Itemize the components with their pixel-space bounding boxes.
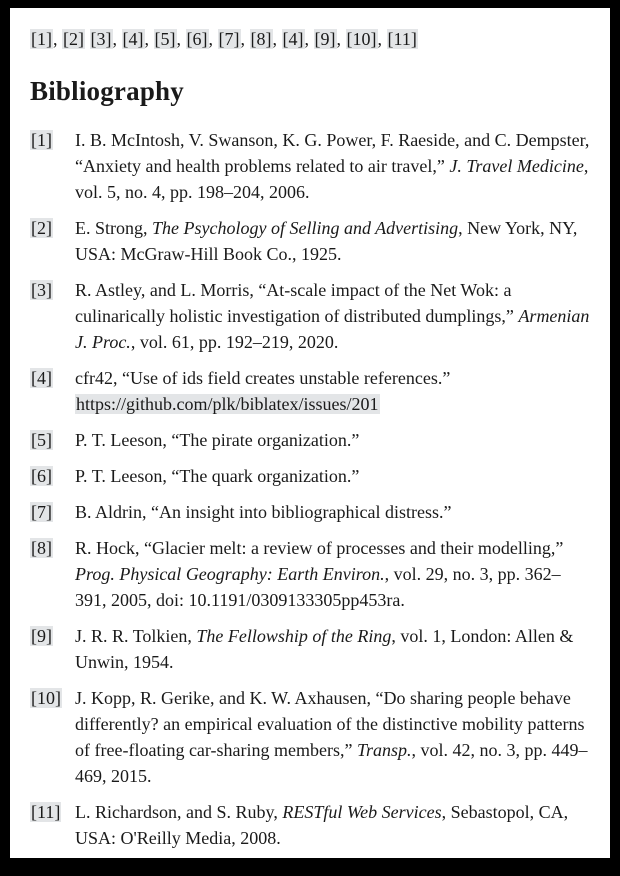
entry-label-cell (30, 215, 75, 241)
entry-text-segment: , vol. 5, no. 4, pp. 198–204, 2006. (75, 156, 589, 202)
entry-text (75, 535, 590, 613)
bibliography-entry (30, 499, 590, 525)
entry-text-segment: J. R. R. Tolkien, (75, 626, 197, 646)
entry-text-segment: , vol. 42, no. 3, pp. 449–469, 2015. (75, 740, 588, 786)
document-page (10, 8, 610, 858)
bibliography-entry (30, 365, 590, 417)
entry-text (75, 499, 590, 525)
entry-title-italic: The Fellowship of the Ring (196, 626, 392, 646)
entry-text (75, 277, 590, 355)
citation-link[interactable]: [1] (31, 29, 52, 49)
bibliography-entry (30, 685, 590, 789)
entry-label-cell (30, 127, 75, 153)
entry-label-cell (30, 365, 75, 391)
entry-label-link[interactable]: [5] (31, 430, 52, 450)
citation-link[interactable]: [5] (154, 29, 176, 49)
citation-link[interactable]: [3] (90, 29, 112, 49)
entry-text (75, 365, 590, 417)
entry-title-italic: RESTful Web Services (282, 802, 442, 822)
entry-text (75, 215, 590, 267)
entry-text-segment: R. Hock, “Glacier melt: a review of processes and their modelling,” (75, 538, 564, 558)
entry-text-segment: cfr42, “Use of ids field creates unstable references.” (75, 368, 451, 388)
entry-text-segment: P. T. Leeson, “The pirate organization.” (75, 430, 360, 450)
entry-url-link[interactable]: https://github.com/plk/biblatex/issues/201 (76, 394, 379, 414)
entry-label-link[interactable]: [9] (31, 626, 52, 646)
entry-label-link[interactable]: [4] (31, 368, 52, 388)
entry-label-cell (30, 463, 75, 489)
citation-link[interactable]: [4] (122, 29, 144, 49)
bibliography-entry (30, 427, 590, 453)
entry-label-link[interactable]: [11] (31, 802, 61, 822)
entry-text-segment: , vol. 1, London: Allen & Unwin, 1954. (75, 626, 574, 672)
entry-text-segment: L. Richardson, and S. Ruby, (75, 802, 283, 822)
entry-label-link[interactable]: [3] (31, 280, 52, 300)
entry-label-cell (30, 799, 75, 825)
entry-label-link[interactable]: [1] (31, 130, 52, 150)
entry-label-link[interactable]: [8] (31, 538, 52, 558)
entry-text-segment: R. Astley, and L. Morris, “At-scale impact of the Net Wok: a culinarically holistic investigation of distributed dumplings,” (75, 280, 519, 326)
bibliography-entry (30, 277, 590, 355)
entry-text (75, 127, 590, 205)
entry-title-italic: The Psychology of Selling and Advertising (152, 218, 459, 238)
entry-title-italic: Armenian J. Proc. (75, 306, 590, 352)
entry-label-link[interactable]: [6] (31, 466, 52, 486)
citation-link[interactable]: [10] (346, 29, 377, 49)
entry-label-link[interactable]: [7] (31, 502, 52, 522)
entry-text (75, 463, 590, 489)
entry-title-italic: J. Travel Medicine (449, 156, 584, 176)
entry-title-italic: Transp. (357, 740, 412, 760)
entry-label-cell (30, 535, 75, 561)
citation-link[interactable]: [8] (250, 29, 272, 49)
entry-text (75, 623, 590, 675)
bibliography-heading: Bibliography (30, 76, 184, 106)
entry-label-link[interactable]: [10] (31, 688, 61, 708)
entry-title-italic: Prog. Physical Geography: Earth Environ. (75, 564, 385, 584)
entry-text-segment: J. Kopp, R. Gerike, and K. W. Axhausen, “Do sharing people behave differently? an empirical evaluation of the distinctive mobility patterns of free-floating car-sharing members,” (75, 688, 585, 760)
bibliography-entry (30, 215, 590, 267)
citation-link[interactable]: [9] (314, 29, 336, 49)
bibliography-entry (30, 463, 590, 489)
entry-text-segment: , Sebastopol, CA, USA: O'Reilly Media, 2008. (75, 802, 569, 848)
citation-link[interactable]: [6] (186, 29, 208, 49)
bibliography-entry (30, 127, 590, 205)
entry-label-cell (30, 277, 75, 303)
entry-text-segment: , New York, NY, USA: McGraw-Hill Book Co., 1925. (75, 218, 578, 264)
citation-link[interactable]: [4] (282, 29, 304, 49)
entry-label-cell (30, 499, 75, 525)
entry-text-segment: , vol. 61, pp. 192–219, 2020. (130, 332, 339, 352)
entry-text (75, 799, 590, 851)
citation-link[interactable]: [2] (63, 29, 84, 49)
bibliography-entry (30, 623, 590, 675)
entry-text-segment: I. B. McIntosh, V. Swanson, K. G. Power, F. Raeside, and C. Dempster, “Anxiety and health problems related to air travel,” (75, 130, 590, 176)
entry-label-cell (30, 427, 75, 453)
entry-label-cell (30, 685, 75, 711)
entry-label-link[interactable]: [2] (31, 218, 52, 238)
bibliography-entry (30, 799, 590, 851)
bibliography-entry (30, 535, 590, 613)
entry-text (75, 427, 590, 453)
citation-link[interactable]: [11] (387, 29, 417, 49)
citation-link[interactable]: [7] (218, 29, 240, 49)
entry-text-segment: , vol. 29, no. 3, pp. 362–391, 2005, doi: 10.1191/0309133305pp453ra. (75, 564, 561, 610)
bibliography-list (30, 127, 590, 851)
entry-text-segment: P. T. Leeson, “The quark organization.” (75, 466, 360, 486)
entry-text-segment: B. Aldrin, “An insight into bibliographical distress.” (75, 502, 452, 522)
entry-label-cell (30, 623, 75, 649)
citation-line: [1], [2] [3], [4], [5], [6], [7], [8], [4], [9], [10], [11] (31, 29, 417, 49)
entry-text (75, 685, 590, 789)
entry-text-segment: E. Strong, (75, 218, 153, 238)
